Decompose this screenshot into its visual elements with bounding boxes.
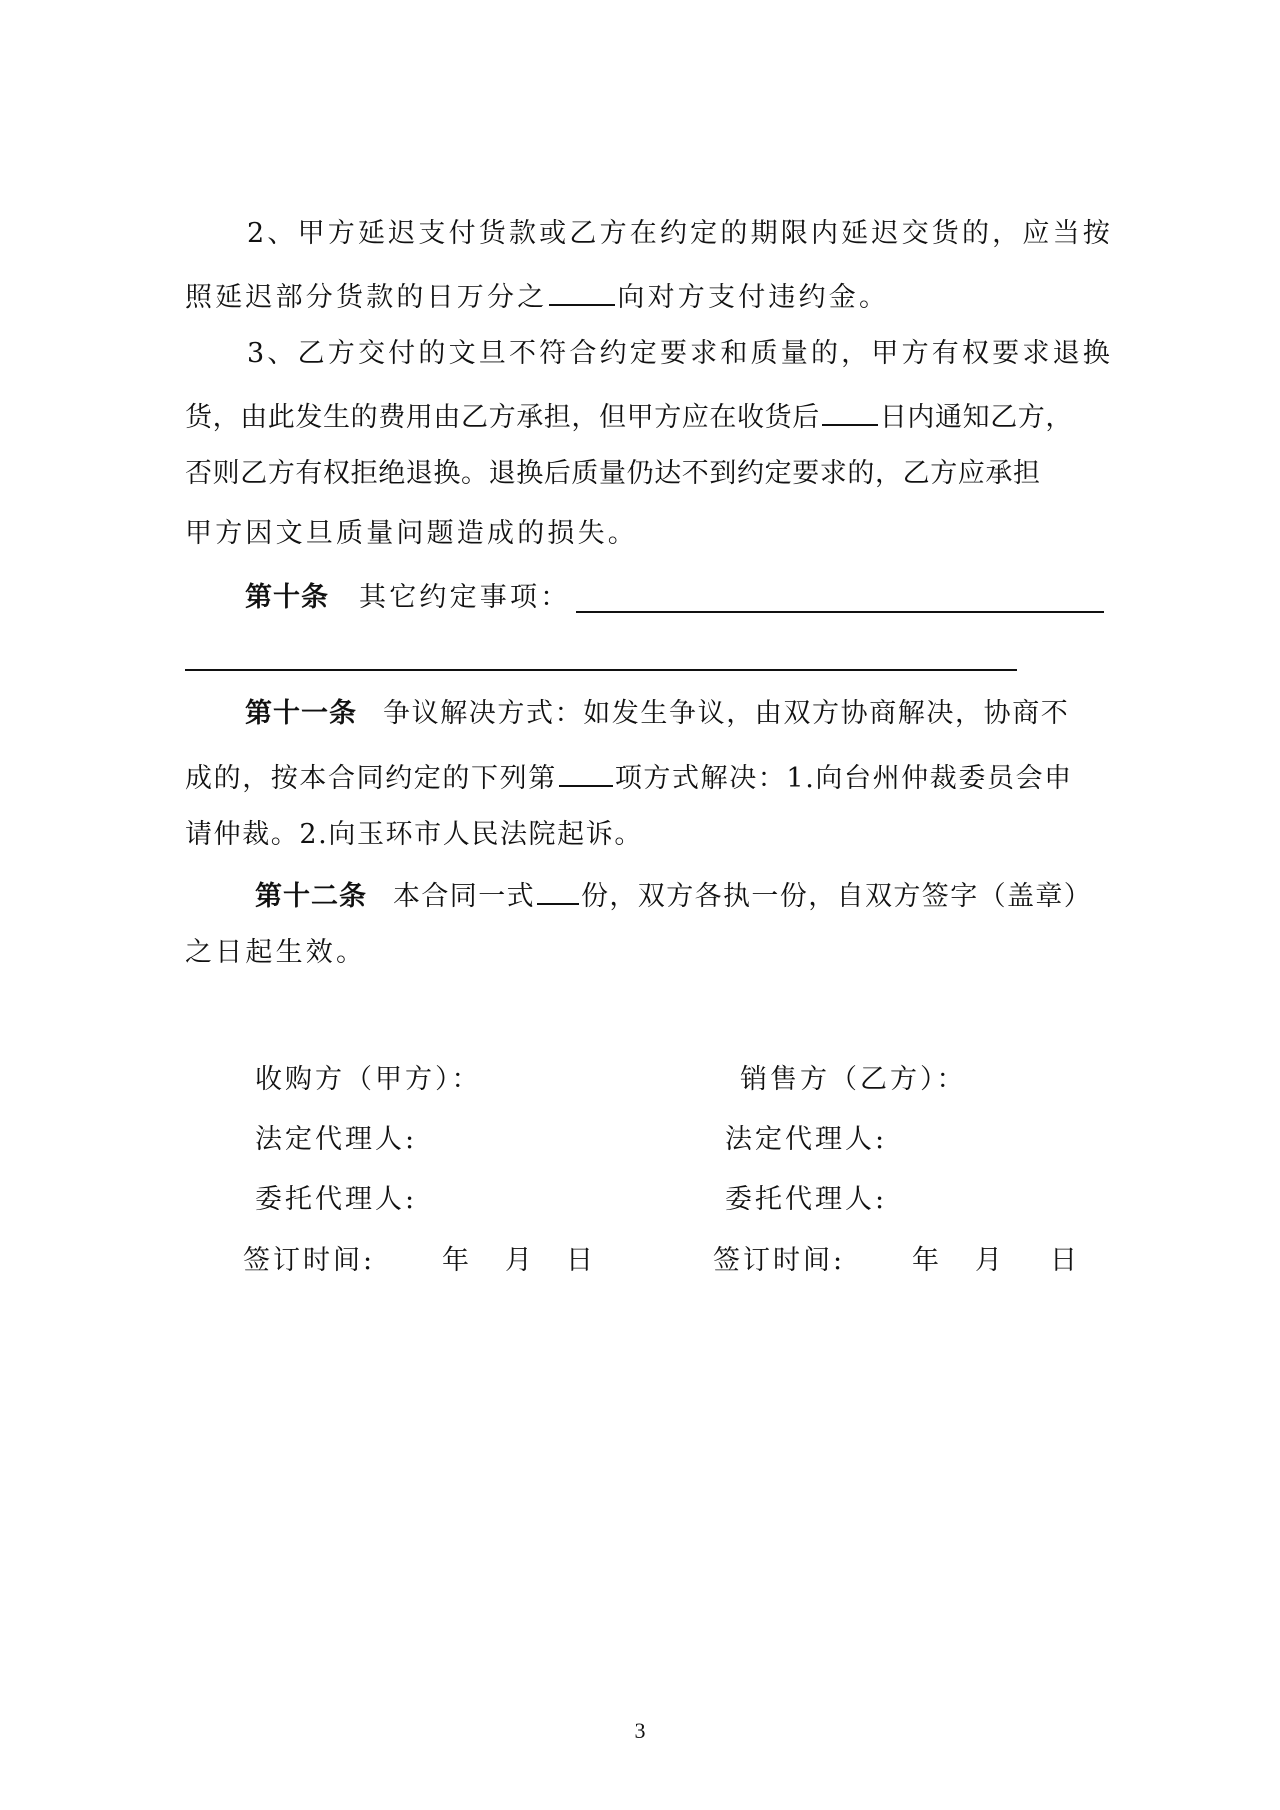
page-number: 3 bbox=[634, 1718, 646, 1743]
clause-9-item-3-line-2 bbox=[185, 394, 1120, 434]
clause-text: 甲方因文旦质量问题造成的损失。 bbox=[185, 518, 638, 549]
fill-in-blank-dispute-method[interactable] bbox=[559, 755, 613, 787]
clause-9-item-3-line-1 bbox=[185, 334, 1120, 374]
clause-11-line-2 bbox=[185, 755, 1120, 795]
party-b-date-label: 签订时间: bbox=[713, 1245, 846, 1276]
clause-text: 成的，按本合同约定的下列第 bbox=[185, 763, 557, 794]
party-a-month-label: 月 bbox=[505, 1245, 535, 1276]
party-b-month-label: 月 bbox=[975, 1245, 1005, 1276]
party-a-year-label: 年 bbox=[442, 1245, 472, 1276]
clause-text: 争议解决方式：如发生争议，由双方协商解决，协商不 bbox=[383, 698, 1070, 729]
clause-12-line-2 bbox=[185, 933, 1120, 973]
clause-12-line-1 bbox=[185, 873, 1120, 913]
fill-in-blank-copies[interactable] bbox=[537, 873, 579, 905]
clause-9-item-3-line-4 bbox=[185, 514, 1120, 554]
fill-in-line-other-terms[interactable] bbox=[576, 611, 1104, 613]
clause-text: 2、甲方延迟支付货款或乙方在约定的期限内延迟交货的，应当按 bbox=[247, 218, 1113, 249]
clause-text: 之日起生效。 bbox=[185, 937, 367, 968]
party-b-legal-rep-label: 法定代理人: bbox=[725, 1124, 888, 1155]
fill-in-blank-notice-days[interactable] bbox=[822, 394, 878, 426]
clause-text: 货，由此发生的费用由乙方承担，但甲方应在收货后 bbox=[185, 402, 820, 433]
clause-11-line-1 bbox=[185, 694, 1120, 734]
clause-heading: 第十条 bbox=[245, 582, 329, 613]
clause-text: 日内通知乙方， bbox=[879, 402, 1074, 433]
clause-11-line-3 bbox=[185, 815, 1120, 855]
clause-text: 本合同一式 bbox=[393, 881, 535, 912]
clause-text: 其它约定事项： bbox=[359, 582, 571, 613]
party-b-day-label: 日 bbox=[1050, 1245, 1080, 1276]
clause-text: 请仲裁。2.向玉环市人民法院起诉。 bbox=[185, 819, 643, 850]
clause-text: 份，双方各执一份，自双方签字（盖章） bbox=[581, 881, 1093, 912]
fill-in-line-other-terms-continued[interactable] bbox=[185, 669, 1017, 671]
clause-9-item-3-line-3 bbox=[185, 454, 1120, 494]
fill-in-blank-penalty-rate[interactable] bbox=[549, 274, 615, 306]
clause-heading: 第十一条 bbox=[245, 698, 357, 729]
party-b-title: 销售方（乙方）： bbox=[740, 1064, 967, 1095]
party-a-date-label: 签订时间: bbox=[243, 1245, 376, 1276]
clause-text: 3、乙方交付的文旦不符合约定要求和质量的，甲方有权要求退换 bbox=[247, 338, 1113, 369]
clause-9-item-2-line-1 bbox=[185, 214, 1120, 254]
clause-text: 向对方支付违约金。 bbox=[617, 282, 890, 313]
party-a-title: 收购方（甲方）： bbox=[255, 1064, 482, 1095]
clause-9-item-2-line-2 bbox=[185, 274, 1120, 314]
clause-text: 照延迟部分货款的日万分之 bbox=[185, 282, 548, 313]
party-a-day-label: 日 bbox=[566, 1245, 596, 1276]
party-b-year-label: 年 bbox=[912, 1245, 942, 1276]
party-a-agent-label: 委托代理人: bbox=[255, 1184, 418, 1215]
clause-text: 否则乙方有权拒绝退换。退换后质量仍达不到约定要求的，乙方应承担 bbox=[185, 458, 1041, 489]
clause-heading: 第十二条 bbox=[255, 881, 367, 912]
party-b-agent-label: 委托代理人: bbox=[725, 1184, 888, 1215]
clause-text: 项方式解决：1.向台州仲裁委员会申 bbox=[614, 763, 1073, 794]
party-a-legal-rep-label: 法定代理人: bbox=[255, 1124, 418, 1155]
